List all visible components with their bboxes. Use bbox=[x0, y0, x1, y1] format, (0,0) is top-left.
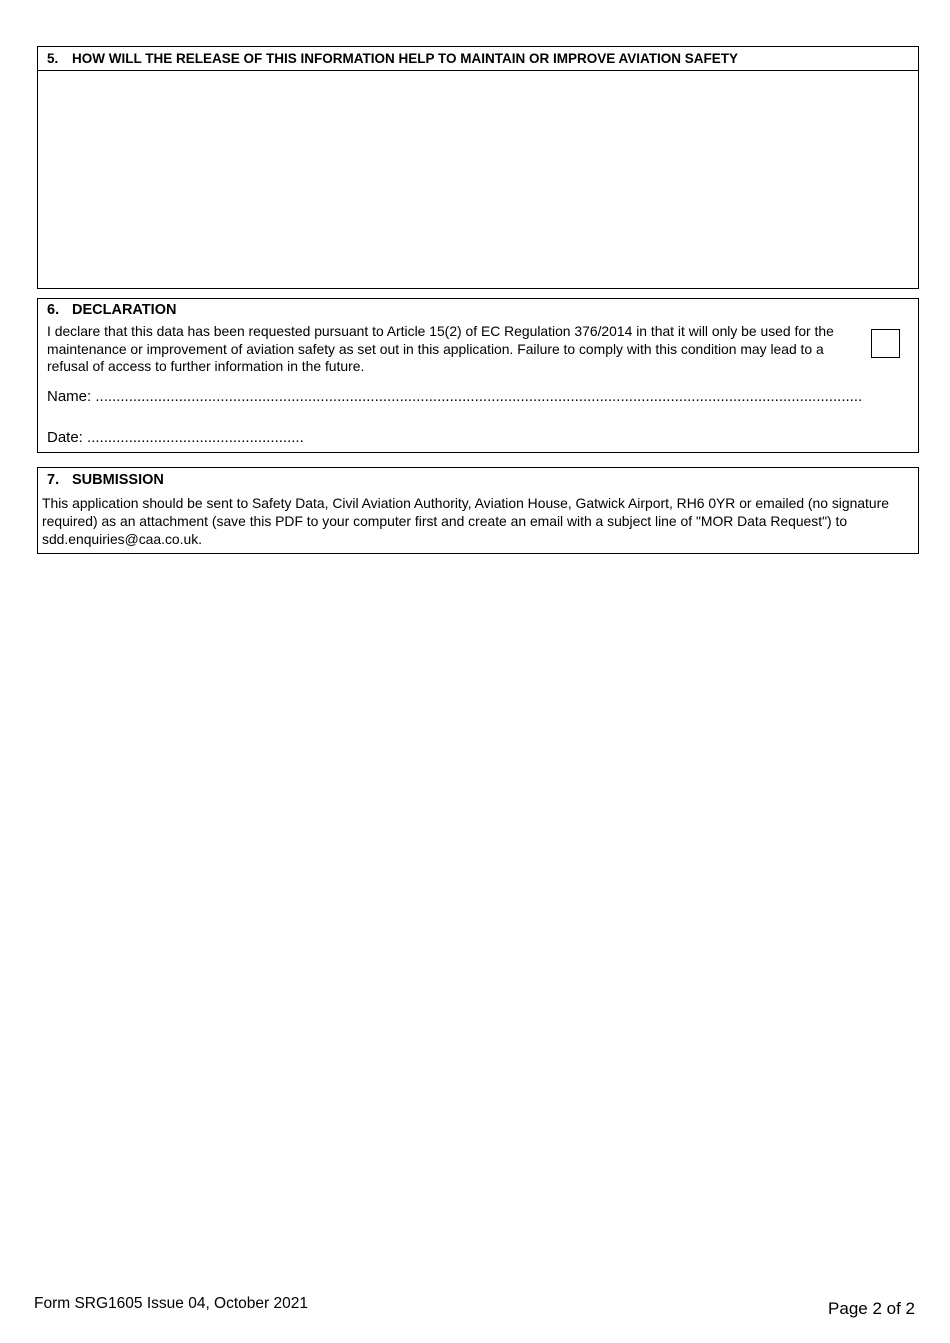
section-5-title: HOW WILL THE RELEASE OF THIS INFORMATION HELP TO MAINTAIN OR IMPROVE AVIATION SAFETY bbox=[72, 51, 739, 66]
section-7-number: 7. bbox=[47, 472, 60, 488]
section-5-header bbox=[38, 47, 918, 71]
page-number: Page 2 of 2 bbox=[828, 1299, 915, 1318]
safety-response-textarea[interactable] bbox=[38, 71, 918, 288]
date-dotted-line: .................................................... bbox=[87, 429, 304, 446]
date-field[interactable] bbox=[47, 429, 347, 446]
name-dotted-line: ........................................................................................................................................................................................ bbox=[95, 388, 863, 405]
section-7-submission bbox=[37, 467, 919, 554]
section-6-header bbox=[47, 302, 176, 318]
section-6-declaration bbox=[37, 298, 919, 453]
declaration-text: I declare that this data has been requested pursuant to Article 15(2) of EC Regulation 376/2014 in that it will only be used for the maintenance or improvement of aviation safety as set out in this application. Failure to comply with this condition may lead to a refusal of access to further information in the future. bbox=[47, 323, 834, 374]
form-identifier: Form SRG1605 Issue 04, October 2021 bbox=[34, 1295, 308, 1312]
name-field[interactable] bbox=[47, 388, 897, 405]
declaration-checkbox[interactable] bbox=[871, 329, 900, 358]
section-6-title: DECLARATION bbox=[72, 302, 177, 318]
date-label: Date: bbox=[47, 429, 83, 446]
section-5-aviation-safety bbox=[37, 46, 919, 289]
submission-text: This application should be sent to Safety Data, Civil Aviation Authority, Aviation House, Gatwick Airport, RH6 0YR or emailed (no signature required) as an attachment (save this PDF to your computer first and create an email with a subject line of "MOR Data Request") to sdd.enquiries@caa.co.uk. bbox=[42, 495, 889, 547]
section-7-header bbox=[47, 472, 164, 488]
name-label: Name: bbox=[47, 388, 92, 405]
section-7-title: SUBMISSION bbox=[72, 472, 164, 488]
section-5-number: 5. bbox=[47, 51, 59, 66]
section-6-number: 6. bbox=[47, 302, 60, 318]
